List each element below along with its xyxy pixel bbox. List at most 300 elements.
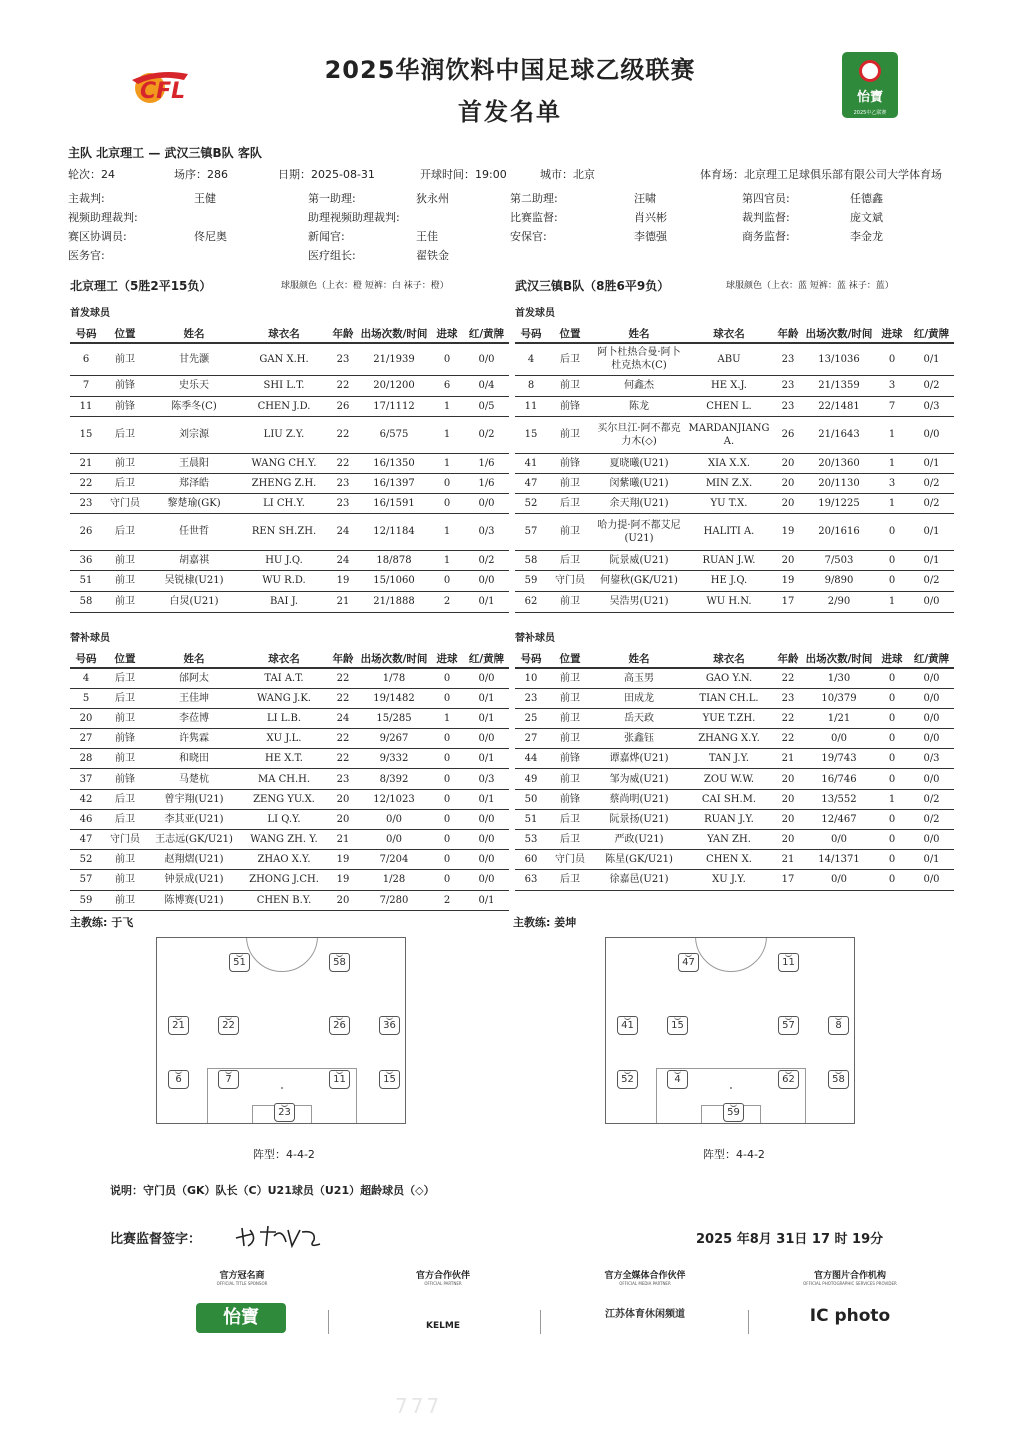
cards: 0/1 xyxy=(909,850,954,870)
shirt-name: BAI J. xyxy=(240,591,328,612)
appearances-minutes: 1/28 xyxy=(358,870,430,890)
age: 22 xyxy=(328,416,358,453)
position: 前卫 xyxy=(547,375,593,396)
player-name: 曾宇翔(U21) xyxy=(148,789,240,809)
goals: 0 xyxy=(430,668,464,688)
player-name: 王佳坤 xyxy=(148,688,240,708)
shirt-name: LI Q.Y. xyxy=(240,809,328,829)
table-row xyxy=(70,493,509,513)
position: 前卫 xyxy=(102,749,148,769)
player-jersey-icon: 15 xyxy=(379,1070,400,1089)
shirt-name: TAI A.T. xyxy=(240,668,328,688)
age: 20 xyxy=(773,769,803,789)
player-name: 买尔旦江·阿不都克力木(◇) xyxy=(593,416,685,453)
jersey-number: 46 xyxy=(70,809,102,829)
appearances-minutes: 12/1184 xyxy=(358,513,430,550)
home-subs-table xyxy=(70,650,509,911)
player-name: 何鑫杰 xyxy=(593,375,685,396)
official-label: 比赛监督: xyxy=(510,211,558,224)
goals: 1 xyxy=(430,396,464,416)
cards: 0/0 xyxy=(909,769,954,789)
official-label: 第四官员: xyxy=(742,192,790,205)
player-name: 史乐天 xyxy=(148,375,240,396)
cfl-logo-text: CFL xyxy=(140,79,186,104)
jersey-number: 20 xyxy=(70,708,102,728)
match-summary: 主队 北京理工 — 武汉三镇B队 客队 xyxy=(68,146,262,160)
shirt-name: CAI SH.M. xyxy=(685,789,773,809)
column-header: 进球 xyxy=(875,650,909,668)
age: 23 xyxy=(773,343,803,375)
position: 后卫 xyxy=(547,550,593,570)
appearances-minutes: 13/552 xyxy=(803,789,875,809)
appearances-minutes: 16/1350 xyxy=(358,453,430,473)
player-name: 哈力提·阿不都艾尼(U21) xyxy=(593,513,685,550)
column-header: 号码 xyxy=(515,650,547,668)
cards: 0/1 xyxy=(464,708,509,728)
appearances-minutes: 13/1036 xyxy=(803,343,875,375)
sponsor-subtitle: OFFICIAL PHOTOGRAPHIC SERVICES PROVIDER xyxy=(803,1281,897,1286)
column-header: 出场次数/时间 xyxy=(358,650,430,668)
player-name: 邰阿太 xyxy=(148,668,240,688)
goals: 0 xyxy=(430,809,464,829)
cards: 0/2 xyxy=(909,570,954,591)
player-name: 陈龙 xyxy=(593,396,685,416)
column-header: 球衣名 xyxy=(240,325,328,343)
goals: 0 xyxy=(875,570,909,591)
official-label: 安保官: xyxy=(510,230,547,243)
table-header-row xyxy=(70,325,509,343)
jersey-number: 7 xyxy=(70,375,102,396)
goals: 0 xyxy=(875,769,909,789)
position: 前卫 xyxy=(102,708,148,728)
appearances-minutes: 0/0 xyxy=(358,809,430,829)
column-header: 红/黄牌 xyxy=(464,325,509,343)
table-row xyxy=(515,453,954,473)
away-formation: 阵型：4-4-2 xyxy=(703,1148,765,1161)
shirt-name: LI CH.Y. xyxy=(240,493,328,513)
goals: 0 xyxy=(875,708,909,728)
cards: 0/1 xyxy=(464,591,509,612)
appearances-minutes: 1/30 xyxy=(803,668,875,688)
jersey-number: 36 xyxy=(70,550,102,570)
cards: 0/0 xyxy=(464,493,509,513)
player-name: 阿卜杜热合曼·阿卜杜克热木(C) xyxy=(593,343,685,375)
age: 20 xyxy=(328,890,358,910)
position: 前锋 xyxy=(102,769,148,789)
city: 城市：北京 xyxy=(540,168,595,181)
shirt-name: SHI L.T. xyxy=(240,375,328,396)
cards: 0/2 xyxy=(464,550,509,570)
official-name: 王健 xyxy=(194,192,216,205)
home-kit-colors: 球服颜色（上衣：橙 短裤：白 袜子：橙） xyxy=(281,281,449,291)
shirt-name: HE X.T. xyxy=(240,749,328,769)
position: 前卫 xyxy=(547,688,593,708)
player-jersey-icon: 6 xyxy=(168,1070,189,1089)
goals: 3 xyxy=(875,375,909,396)
column-header: 红/黄牌 xyxy=(464,650,509,668)
column-header: 姓名 xyxy=(593,325,685,343)
sponsor-divider xyxy=(748,1310,749,1334)
player-jersey-icon: 11 xyxy=(778,953,799,972)
appearances-minutes: 7/204 xyxy=(358,850,430,870)
age: 20 xyxy=(773,493,803,513)
jersey-number: 57 xyxy=(70,870,102,890)
appearances-minutes: 18/878 xyxy=(358,550,430,570)
official-name: 任德鑫 xyxy=(850,192,883,205)
table-row xyxy=(515,809,954,829)
official-name: 狄永州 xyxy=(416,192,449,205)
cards: 0/0 xyxy=(909,830,954,850)
column-header: 红/黄牌 xyxy=(909,325,954,343)
player-jersey-icon: 47 xyxy=(678,953,699,972)
jersey-number: 26 xyxy=(70,513,102,550)
age: 22 xyxy=(328,453,358,473)
player-jersey-icon: 62 xyxy=(778,1070,799,1089)
shirt-name: WU H.N. xyxy=(685,591,773,612)
cards: 0/2 xyxy=(909,809,954,829)
player-name: 和晓田 xyxy=(148,749,240,769)
player-jersey-icon: 23 xyxy=(274,1103,295,1122)
jersey-number: 6 xyxy=(70,343,102,375)
age: 21 xyxy=(773,850,803,870)
shirt-name: ZHAO X.Y. xyxy=(240,850,328,870)
shirt-name: RUAN J.W. xyxy=(685,550,773,570)
goals: 0 xyxy=(875,550,909,570)
cards: 0/0 xyxy=(464,343,509,375)
shirt-name: TAN J.Y. xyxy=(685,749,773,769)
table-row xyxy=(515,591,954,612)
column-header: 位置 xyxy=(547,325,593,343)
age: 20 xyxy=(328,789,358,809)
position: 后卫 xyxy=(547,343,593,375)
sponsor-subtitle: OFFICIAL PARTNER xyxy=(424,1281,462,1286)
column-header: 出场次数/时间 xyxy=(803,325,875,343)
goals: 0 xyxy=(875,668,909,688)
column-header: 位置 xyxy=(102,325,148,343)
goals: 0 xyxy=(430,688,464,708)
appearances-minutes: 1/21 xyxy=(803,708,875,728)
player-jersey-icon: 4 xyxy=(667,1070,688,1089)
appearances-minutes: 21/1888 xyxy=(358,591,430,612)
appearances-minutes: 15/1060 xyxy=(358,570,430,591)
age: 24 xyxy=(328,708,358,728)
cards: 0/2 xyxy=(464,416,509,453)
position: 守门员 xyxy=(102,493,148,513)
shirt-name: RUAN J.Y. xyxy=(685,809,773,829)
goals: 1 xyxy=(875,493,909,513)
match-number: 场序：286 xyxy=(174,168,228,181)
venue: 体育场：北京理工足球俱乐部有限公司大学体育场 xyxy=(700,168,942,181)
jersey-number: 49 xyxy=(515,769,547,789)
player-name: 陈季冬(C) xyxy=(148,396,240,416)
cards: 0/1 xyxy=(909,343,954,375)
shirt-name: XU J.L. xyxy=(240,729,328,749)
watermark: 777 xyxy=(395,1394,443,1418)
away-starters-label: 首发球员 xyxy=(515,308,555,319)
position: 前卫 xyxy=(102,570,148,591)
appearances-minutes: 0/0 xyxy=(803,830,875,850)
sponsor-logo: KELME xyxy=(426,1321,460,1331)
table-row xyxy=(515,396,954,416)
appearances-minutes: 16/1591 xyxy=(358,493,430,513)
age: 21 xyxy=(328,591,358,612)
table-row xyxy=(70,708,509,728)
jersey-number: 11 xyxy=(515,396,547,416)
jersey-number: 52 xyxy=(515,493,547,513)
official-label: 视频助理裁判: xyxy=(68,211,138,224)
player-jersey-icon: 21 xyxy=(168,1016,189,1035)
position: 后卫 xyxy=(547,870,593,890)
jersey-number: 15 xyxy=(70,416,102,453)
position: 前卫 xyxy=(547,416,593,453)
position: 后卫 xyxy=(102,668,148,688)
age: 22 xyxy=(328,749,358,769)
age: 19 xyxy=(328,850,358,870)
official-name: 李德强 xyxy=(634,230,667,243)
cards: 0/2 xyxy=(909,789,954,809)
table-row xyxy=(70,890,509,910)
column-header: 号码 xyxy=(70,325,102,343)
column-header: 球衣名 xyxy=(685,325,773,343)
age: 20 xyxy=(773,453,803,473)
column-header: 年龄 xyxy=(328,325,358,343)
shirt-name: CHEN X. xyxy=(685,850,773,870)
table-row xyxy=(70,809,509,829)
official-name: 翟铁金 xyxy=(416,249,449,262)
appearances-minutes: 16/1397 xyxy=(358,473,430,493)
column-header: 年龄 xyxy=(773,650,803,668)
goals: 0 xyxy=(430,493,464,513)
position: 前卫 xyxy=(102,850,148,870)
age: 22 xyxy=(328,375,358,396)
official-label: 裁判监督: xyxy=(742,211,790,224)
age: 20 xyxy=(773,473,803,493)
position: 后卫 xyxy=(547,493,593,513)
position: 前卫 xyxy=(547,668,593,688)
column-header: 姓名 xyxy=(148,325,240,343)
jersey-number: 23 xyxy=(515,688,547,708)
age: 19 xyxy=(328,570,358,591)
shirt-name: TIAN CH.L. xyxy=(685,688,773,708)
player-name: 高玉男 xyxy=(593,668,685,688)
player-name: 甘先灏 xyxy=(148,343,240,375)
goals: 0 xyxy=(875,729,909,749)
column-header: 进球 xyxy=(430,650,464,668)
shirt-name: HALITI A. xyxy=(685,513,773,550)
jersey-number: 37 xyxy=(70,769,102,789)
position: 前卫 xyxy=(547,708,593,728)
cards: 0/1 xyxy=(464,749,509,769)
shirt-name: LIU Z.Y. xyxy=(240,416,328,453)
cards: 0/0 xyxy=(464,570,509,591)
goals: 0 xyxy=(430,473,464,493)
player-name: 李莅博 xyxy=(148,708,240,728)
shirt-name: HE X.J. xyxy=(685,375,773,396)
column-header: 姓名 xyxy=(148,650,240,668)
shirt-name: WU R.D. xyxy=(240,570,328,591)
table-row xyxy=(70,749,509,769)
age: 26 xyxy=(328,396,358,416)
shirt-name: ZHANG X.Y. xyxy=(685,729,773,749)
player-name: 邹为威(U21) xyxy=(593,769,685,789)
jersey-number: 50 xyxy=(515,789,547,809)
table-row xyxy=(515,416,954,453)
position: 后卫 xyxy=(102,809,148,829)
table-row xyxy=(515,749,954,769)
column-header: 红/黄牌 xyxy=(909,650,954,668)
match-date: 日期：2025-08-31 xyxy=(278,168,375,181)
shirt-name: WANG ZH. Y. xyxy=(240,830,328,850)
player-name: 陈博赛(U21) xyxy=(148,890,240,910)
cards: 0/2 xyxy=(909,375,954,396)
player-name: 阮景威(U21) xyxy=(593,550,685,570)
goals: 7 xyxy=(875,396,909,416)
shirt-name: WANG CH.Y. xyxy=(240,453,328,473)
column-header: 进球 xyxy=(430,325,464,343)
goals: 2 xyxy=(430,591,464,612)
shirt-name: GAO Y.N. xyxy=(685,668,773,688)
position: 前卫 xyxy=(547,769,593,789)
table-header-row xyxy=(515,325,954,343)
appearances-minutes: 21/1939 xyxy=(358,343,430,375)
jersey-number: 21 xyxy=(70,453,102,473)
age: 19 xyxy=(773,513,803,550)
player-name: 郑泽皓 xyxy=(148,473,240,493)
official-label: 助理视频助理裁判: xyxy=(308,211,400,224)
jersey-number: 57 xyxy=(515,513,547,550)
jersey-number: 28 xyxy=(70,749,102,769)
cards: 0/0 xyxy=(464,809,509,829)
table-row xyxy=(70,570,509,591)
goals: 0 xyxy=(430,870,464,890)
player-name: 谭嘉烨(U21) xyxy=(593,749,685,769)
column-header: 号码 xyxy=(515,325,547,343)
goals: 1 xyxy=(430,708,464,728)
round: 轮次：24 xyxy=(68,168,115,181)
cards: 0/3 xyxy=(909,749,954,769)
table-row xyxy=(515,688,954,708)
player-name: 夏晓曦(U21) xyxy=(593,453,685,473)
sponsor-title: 官方冠名商 xyxy=(219,1271,265,1281)
table-row xyxy=(70,396,509,416)
appearances-minutes: 0/0 xyxy=(803,729,875,749)
shirt-name: ZENG YU.X. xyxy=(240,789,328,809)
position: 后卫 xyxy=(102,789,148,809)
table-row xyxy=(515,493,954,513)
position: 前锋 xyxy=(102,729,148,749)
away-subs-table xyxy=(515,650,954,891)
jersey-number: 4 xyxy=(70,668,102,688)
shirt-name: WANG J.K. xyxy=(240,688,328,708)
away-subs-label: 替补球员 xyxy=(515,633,555,644)
cards: 0/0 xyxy=(909,870,954,890)
player-name: 吴锐棣(U21) xyxy=(148,570,240,591)
age: 21 xyxy=(773,749,803,769)
official-label: 新闻官: xyxy=(308,230,345,243)
table-row xyxy=(515,789,954,809)
jersey-number: 59 xyxy=(70,890,102,910)
signature-label: 比赛监督签字： xyxy=(110,1232,202,1247)
goals: 0 xyxy=(875,343,909,375)
goals: 0 xyxy=(875,870,909,890)
goals: 0 xyxy=(875,809,909,829)
shirt-name: XIA X.X. xyxy=(685,453,773,473)
table-row xyxy=(70,668,509,688)
cards: 0/0 xyxy=(464,830,509,850)
appearances-minutes: 2/90 xyxy=(803,591,875,612)
player-jersey-icon: 52 xyxy=(617,1070,638,1089)
age: 22 xyxy=(773,729,803,749)
official-label: 医疗组长: xyxy=(308,249,356,262)
appearances-minutes: 10/379 xyxy=(803,688,875,708)
cards: 0/0 xyxy=(909,591,954,612)
player-name: 阮景扬(U21) xyxy=(593,809,685,829)
table-row xyxy=(70,850,509,870)
goals: 1 xyxy=(875,789,909,809)
official-name: 汪啸 xyxy=(634,192,656,205)
cards: 0/0 xyxy=(464,668,509,688)
shirt-name: MIN Z.X. xyxy=(685,473,773,493)
goals: 1 xyxy=(430,416,464,453)
jersey-number: 58 xyxy=(515,550,547,570)
goals: 0 xyxy=(875,850,909,870)
age: 22 xyxy=(773,668,803,688)
age: 26 xyxy=(773,416,803,453)
official-label: 赛区协调员: xyxy=(68,230,127,243)
position: 前锋 xyxy=(547,789,593,809)
column-header: 进球 xyxy=(875,325,909,343)
sponsor-logo: IC photo xyxy=(809,1306,891,1326)
goals: 0 xyxy=(430,343,464,375)
column-header: 年龄 xyxy=(328,650,358,668)
column-header: 年龄 xyxy=(773,325,803,343)
official-label: 第一助理: xyxy=(308,192,356,205)
player-name: 王志远(GK/U21) xyxy=(148,830,240,850)
position: 后卫 xyxy=(102,513,148,550)
jersey-number: 60 xyxy=(515,850,547,870)
player-name: 任世哲 xyxy=(148,513,240,550)
jersey-number: 44 xyxy=(515,749,547,769)
home-formation-pitch xyxy=(156,937,406,1124)
position: 前卫 xyxy=(102,453,148,473)
table-row xyxy=(70,343,509,375)
table-row xyxy=(515,343,954,375)
shirt-name: ABU xyxy=(685,343,773,375)
position: 前锋 xyxy=(102,375,148,396)
appearances-minutes: 12/467 xyxy=(803,809,875,829)
shirt-name: MA CH.H. xyxy=(240,769,328,789)
goals: 1 xyxy=(875,416,909,453)
goals: 6 xyxy=(430,375,464,396)
position: 前卫 xyxy=(547,591,593,612)
cards: 0/1 xyxy=(464,890,509,910)
table-header-row xyxy=(515,650,954,668)
table-row xyxy=(515,550,954,570)
player-jersey-icon: 41 xyxy=(617,1016,638,1035)
player-name: 赵翔熠(U21) xyxy=(148,850,240,870)
cards: 0/0 xyxy=(464,850,509,870)
position: 后卫 xyxy=(547,809,593,829)
age: 22 xyxy=(328,688,358,708)
shirt-name: LI L.B. xyxy=(240,708,328,728)
player-name: 刘宗源 xyxy=(148,416,240,453)
cards: 0/0 xyxy=(909,708,954,728)
cards: 0/1 xyxy=(909,513,954,550)
age: 24 xyxy=(328,550,358,570)
player-name: 李其亚(U21) xyxy=(148,809,240,829)
official-name: 佟尼奥 xyxy=(194,230,227,243)
player-jersey-icon: 11 xyxy=(329,1070,350,1089)
